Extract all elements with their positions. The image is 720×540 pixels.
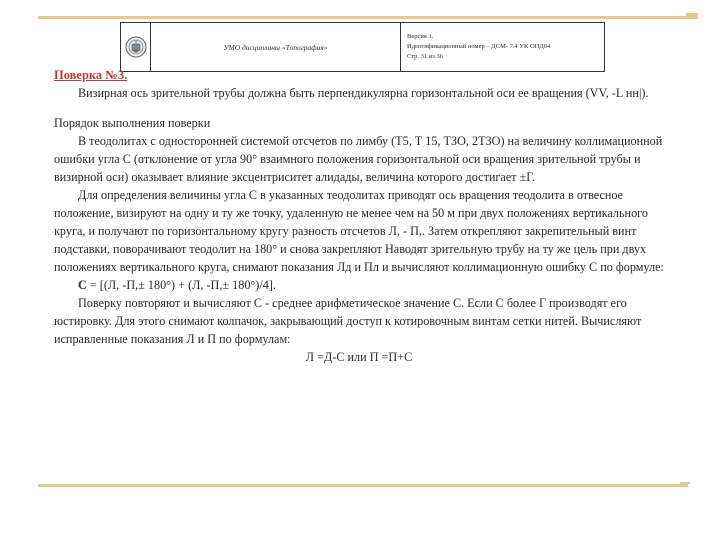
section-heading: Поверка №3. (54, 68, 128, 82)
version-label: Версия 1. (407, 33, 434, 40)
document-body (54, 66, 664, 366)
check-statement: Визирная ось зрительной трубы должна быть перпендикулярна горизонтальной оси ее вращения (VV, -L нн|). (78, 86, 649, 100)
institution-emblem-icon (125, 36, 147, 58)
formula-rhs: = [(Л, -П,± 180°) + (Л, -П,± 180°)/4]. (89, 278, 276, 292)
document-meta (401, 23, 604, 71)
page-number: Стр. 31 из 36 (407, 53, 443, 60)
bottom-rule-accent (680, 482, 690, 484)
logo-cell (121, 23, 151, 71)
correction-formula: Л =Д-С или П =П+С (305, 350, 413, 364)
discipline-title: УМО дисциплины «Топография» (151, 23, 401, 71)
procedure-title: Порядок выполнения поверки (54, 116, 211, 130)
paragraph-eccentricity: В теодолитах с односторонней системой отсчетов по лимбу (Т5, Т 15, ТЗО, 2ТЗО) на величину коллимационной ошибки угла С (отклонение от угла 90° взаимного положения горизонтальной оси вращения зрительной трубы и визирной оси) оказывает влияние эксцентриситет алидады, величина которого достигает ±Г. (54, 134, 663, 184)
spacer (54, 102, 664, 114)
top-rule-accent (686, 13, 698, 16)
identification-number: Идентификационный номер – ДСМ- 7.4 УК ОПД04 (407, 43, 551, 50)
bottom-decorative-rule (38, 484, 688, 487)
top-decorative-rule (38, 16, 698, 19)
formula-lhs: С (78, 278, 87, 292)
collimation-formula (54, 276, 664, 294)
paragraph-procedure: Для определения величины угла С в указанных теодолитах приводят ось вращения теодолита в отвесное положение, визируют на одну и ту же точку, удаленную не менее чем на 50 м при двух положениях вертикального круга, и получают по горизонтальному кругу разность отсчетов Л, - П,. Затем открепляют закрепительный винт подставки, поворачивают теодолит на 180° и снова закрепляют Наводят зрительную трубу на ту же цель при двух положениях вертикального круга, снимают показания Лд и Пл и вычисляют коллимационную ошибку С по формуле: (54, 188, 664, 274)
document-header-table (120, 22, 605, 72)
paragraph-adjustment: Поверку повторяют и вычисляют С - среднее арифметическое значение С. Если С более Г производят его юстировку. Для этого снимают колпачок, закрывающий доступ к котировочным винтам сетки нитей. Вычисляют исправленные показания Л и П по формулам: (54, 296, 642, 346)
